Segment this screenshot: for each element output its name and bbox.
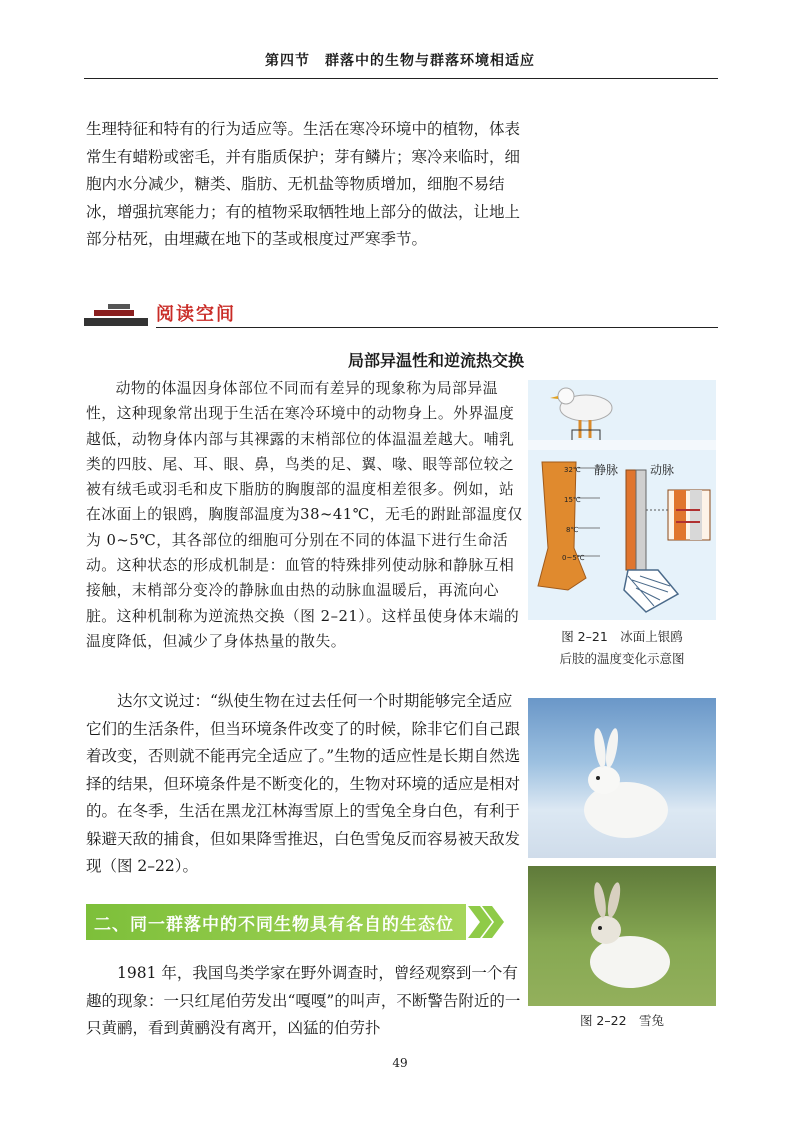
reading-space-rule bbox=[156, 327, 718, 328]
hare-head bbox=[588, 766, 620, 794]
intro-text: 生理特征和特有的行为适应等。生活在寒冷环境中的植物，体表常生有蜡粉或密毛，并有脂质保护；芽有鳞片；寒冷来临时，细胞内水分减少，糖类、脂肪、无机盐等物质增加，细胞不易结冰，增强抗寒能力；有的植物采取牺牲地上部分的做法，让地上部分枯死，由埋藏在地下的茎或根度过严寒季节。 bbox=[86, 120, 521, 248]
reading-body bbox=[86, 376, 526, 654]
hare-ear bbox=[605, 881, 622, 918]
artery-label: 动脉 bbox=[650, 463, 675, 477]
gull-beak bbox=[550, 396, 558, 399]
chevron-arrows-icon bbox=[466, 904, 506, 940]
hare-body bbox=[590, 936, 670, 988]
section2-paragraph bbox=[86, 960, 526, 1043]
vein-label: 静脉 bbox=[594, 463, 619, 477]
darwin-text: 达尔文说过：“纵使生物在过去任何一个时期能够完全适应它们的生活条件，但当环境条件改变了的时候，除非它们自己跟着改变，否则就不能再完全适应了。”生物的适应性是长期自然选择的结果，但环境条件是不断变化的，生物对环境的适应是相对的。在冬季，生活在黑龙江林海雪原上的雪兔全身白色，有利于躲避天敌的捕食，但如果降雪推迟，白色雪兔反而容易被天敌发现（图 2–22）。 bbox=[86, 692, 521, 875]
section-heading bbox=[86, 904, 466, 940]
section2-text: 1981 年，我国鸟类学家在野外调查时，曾经观察到一个有趣的现象：一只红尾伯劳发出“嘎嘎”的叫声，不断警告附近的一只黄鹂，看到黄鹂没有离开，凶猛的伯劳扑 bbox=[86, 964, 521, 1037]
bar-block-mid bbox=[94, 310, 134, 316]
hare-ear bbox=[592, 881, 608, 918]
vein-vessel bbox=[636, 470, 646, 570]
artery-vessel bbox=[626, 470, 636, 570]
hare-head bbox=[591, 916, 621, 944]
snow-hare-photo-winter bbox=[528, 698, 716, 858]
header-rule bbox=[84, 78, 718, 79]
caption-line-1: 图 2–21 冰面上银鸥 bbox=[561, 629, 683, 644]
foot-network bbox=[624, 570, 678, 612]
reading-text: 动物的体温因身体部位不同而有差异的现象称为局部异温性，这种现象常出现于生活在寒冷环境中的动物身上。外界温度越低，动物身体内部与其裸露的末梢部位的体温温差越大。哺乳类的四肢、尾、耳、眼、鼻，鸟类的足、翼、喙、眼等部位较之被有绒毛或羽毛和皮下脂肪的胸腹部的温度相差很多。例如，站在冰面上的银鸥，胸腹部温度为38~41℃，无毛的跗趾部温度仅为 0~5℃，其各部位的细胞可分别在不同的体温下进行生命活动。这种状态的形成机制是：血管的特殊排列使动脉和静脉互相接触，末梢部分变冷的静脉血由热的动脉血温暖后，再流向心脏。这种机制称为逆流热交换（图 2–21）。这样虽使身体末端的温度降低，但减少了身体热量的散失。 bbox=[86, 380, 523, 650]
temp-label-1: 32℃ bbox=[564, 466, 581, 474]
hare-eye bbox=[596, 776, 600, 780]
ice-surface bbox=[528, 440, 716, 450]
hare-ear bbox=[604, 727, 621, 768]
intro-paragraph bbox=[86, 116, 526, 254]
figure-2-21-diagram bbox=[528, 380, 716, 620]
reading-space-label: 阅读空间 bbox=[156, 304, 236, 325]
bar-block-top bbox=[108, 304, 130, 309]
reading-title: 局部异温性和逆流热交换 bbox=[347, 351, 524, 370]
figure-2-22-caption: 图 2–22 雪兔 bbox=[579, 1013, 665, 1028]
figure-2-21-caption bbox=[528, 626, 716, 670]
snow-hare-photo-grass bbox=[528, 866, 716, 1006]
temp-label-2: 15℃ bbox=[564, 496, 581, 504]
enlarged-leg bbox=[538, 462, 586, 590]
temp-label-4: 0~5℃ bbox=[562, 554, 585, 562]
reading-space-bar bbox=[84, 300, 718, 330]
gull-head bbox=[558, 388, 574, 404]
darwin-paragraph bbox=[86, 688, 526, 881]
bar-block-bottom bbox=[84, 318, 148, 326]
temp-label-3: 8℃ bbox=[566, 526, 579, 534]
hare-eye bbox=[598, 926, 602, 930]
section-heading-label: 二、同一群落中的不同生物具有各自的生态位 bbox=[94, 915, 454, 935]
hare-ear bbox=[592, 727, 607, 768]
gull-leg-diagram bbox=[528, 380, 716, 620]
page-number: 49 bbox=[392, 1056, 408, 1070]
running-header: 第四节 群落中的生物与群落环境相适应 bbox=[265, 53, 535, 69]
caption-line-2: 后肢的温度变化示意图 bbox=[559, 651, 685, 666]
